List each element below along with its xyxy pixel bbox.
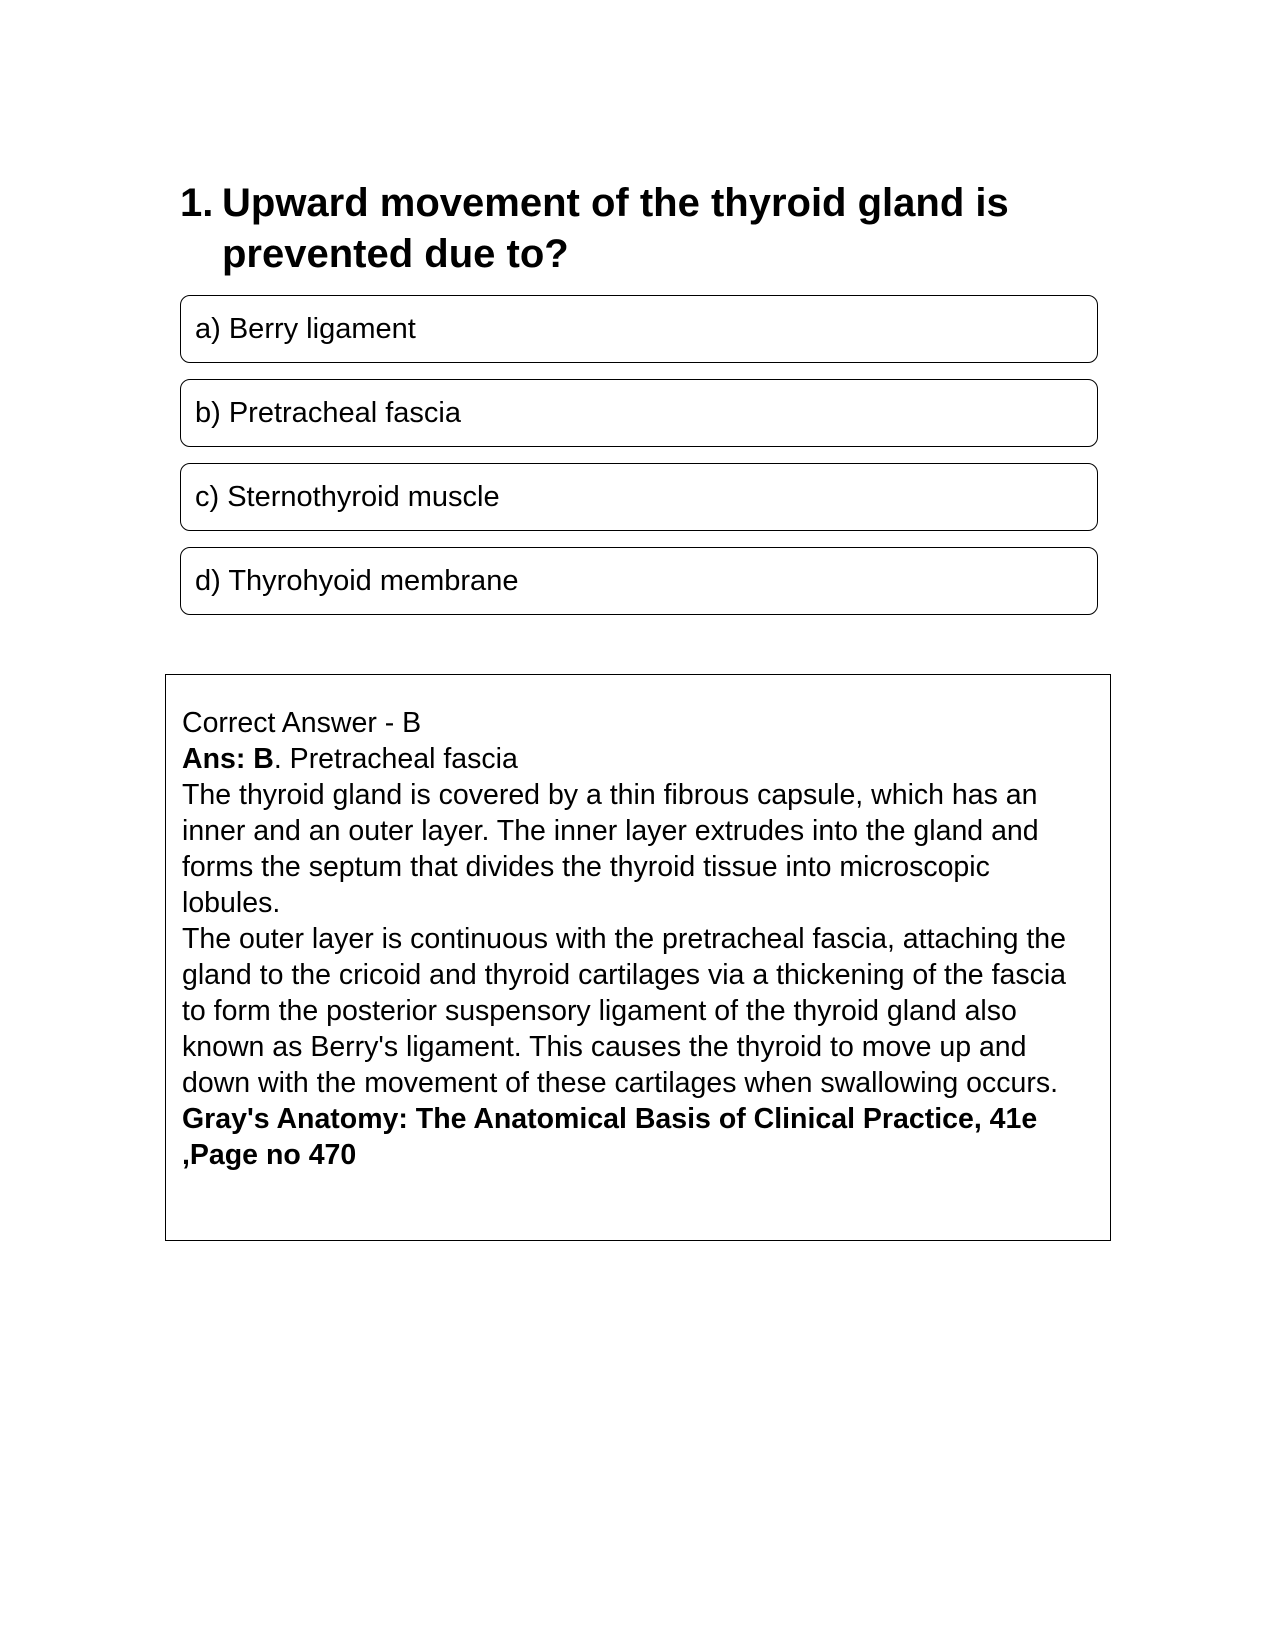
correct-answer-line: Correct Answer - B (182, 707, 422, 739)
option-a[interactable]: a) Berry ligament (180, 295, 1098, 363)
option-b[interactable]: b) Pretracheal fascia (180, 379, 1098, 447)
answer-prefix: Ans: B (182, 743, 274, 775)
answer-explanation-box (165, 674, 1111, 1241)
option-c[interactable]: c) Sternothyroid muscle (180, 463, 1098, 531)
reference-citation: Gray's Anatomy: The Anatomical Basis of Clinical Practice, 41e ,Page no 470 (182, 1103, 1038, 1171)
option-d[interactable]: d) Thyrohyoid membrane (180, 547, 1098, 615)
explanation-paragraph-2: The outer layer is continuous with the pretracheal fascia, attaching the gland to the cricoid and thyroid cartilages via a thickening of the fascia to form the posterior suspensory ligament of the thyroid gland also known as Berry's ligament. This causes the thyroid to move up and down with the movement of these cartilages when swallowing occurs. (182, 923, 1067, 1099)
question-heading (180, 178, 1100, 280)
answer-summary (182, 741, 1094, 777)
question-text: Upward movement of the thyroid gland is prevented due to? (222, 181, 1009, 276)
options-list (180, 295, 1098, 631)
question-number: 1. (180, 181, 214, 225)
explanation-paragraph-1: The thyroid gland is covered by a thin fibrous capsule, which has an inner and an outer layer. The inner layer extrudes into the gland and forms the septum that divides the thyroid tissue into microscopic lobules. (182, 779, 1039, 919)
answer-text: . Pretracheal fascia (273, 743, 518, 775)
